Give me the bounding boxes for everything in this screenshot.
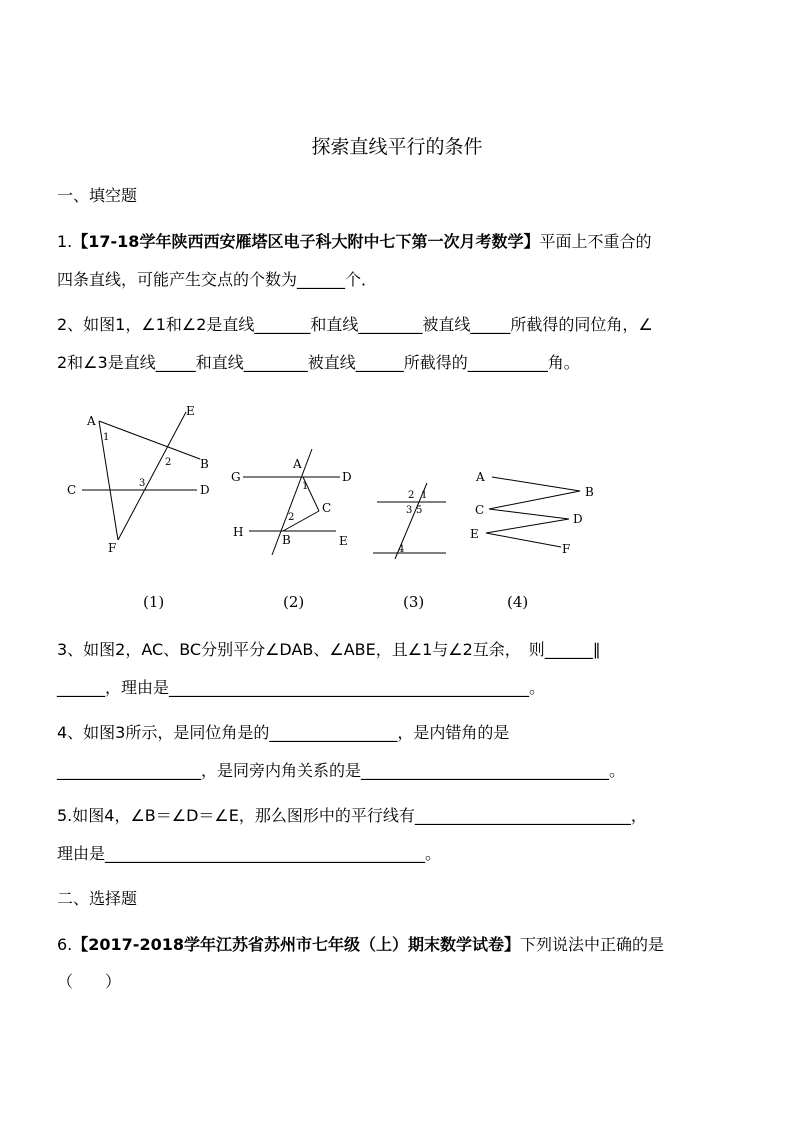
fig3-angle-1: 1: [421, 490, 428, 501]
question-1-text: 平面上不重合的: [539, 232, 652, 251]
question-5-line-1: 5.如图4，∠B＝∠D＝∠E，那么图形中的平行线有___________________________，: [57, 806, 647, 825]
fig1-angle-3: 3: [139, 478, 146, 489]
fig1-label-D: D: [200, 483, 210, 497]
fig4-label-E: E: [470, 527, 479, 541]
question-5-line-2: 理由是________________________________________。: [57, 844, 442, 863]
question-3-line-1: 3、如图2，AC、BC分别平分∠DAB、∠ABE，且∠1与∠2互余， 则______∥: [57, 640, 601, 659]
question-4-line-1: 4、如图3所示，是同位角是的________________，是内错角的是: [57, 723, 510, 742]
fig1-label-E: E: [186, 404, 195, 418]
figure-caption-2: (2): [283, 593, 305, 611]
fig4-label-D: D: [573, 512, 583, 526]
question-2-line-1: 2、如图1，∠1和∠2是直线_______和直线________被直线_____所截得的同位角，∠: [57, 315, 653, 334]
figure-caption-3: (3): [403, 593, 425, 611]
question-1-source: 【17-18学年陕西西安雁塔区电子科大附中七下第一次月考数学】: [72, 232, 540, 251]
question-4-line-2: __________________，是同旁内角关系的是_______________________________。: [57, 761, 626, 780]
fig1-angle-2: 2: [165, 457, 172, 468]
fig1-label-F: F: [108, 541, 117, 555]
fig2-label-C: C: [322, 501, 332, 515]
fig3-angle-3: 3: [406, 505, 413, 516]
fig4-label-F: F: [562, 542, 571, 556]
fig2-label-G: G: [231, 470, 241, 484]
geometry-figures: [0, 395, 794, 620]
fig1-label-B: B: [200, 457, 209, 471]
fig2-label-B: B: [282, 533, 291, 547]
question-6-number: 6.: [57, 935, 73, 954]
page-title: 探索直线平行的条件: [311, 136, 483, 158]
fig2-angle-2: 2: [288, 512, 295, 523]
fig2-label-A: A: [293, 457, 302, 471]
fig1-label-C: C: [67, 483, 77, 497]
question-6-line-1: [57, 935, 664, 955]
fig4-label-A: A: [476, 470, 485, 484]
question-1-number: 1.: [57, 232, 73, 251]
section-heading-fill-in: 一、填空题: [57, 186, 138, 205]
fig3-angle-5: 5: [416, 505, 423, 516]
question-3-line-2: ______，理由是_____________________________________________。: [57, 678, 546, 697]
fig2-label-H: H: [233, 525, 244, 539]
fig4-zigzag: [486, 477, 580, 547]
fig2-line-transversal: [272, 449, 312, 555]
fig4-label-C: C: [475, 503, 485, 517]
fig2-label-E: E: [339, 534, 348, 548]
fig1-line-FE: [118, 412, 186, 540]
fig1-label-A: A: [87, 414, 96, 428]
question-1-line-2: 四条直线，可能产生交点的个数为______个．: [57, 270, 378, 289]
question-1-line-1: [57, 232, 651, 252]
question-6-source: 【2017-2018学年江苏省苏州市七年级（上）期末数学试卷】: [72, 935, 520, 954]
fig3-angle-4: 4: [398, 544, 405, 555]
fig1-line-AB: [99, 421, 200, 459]
fig4-label-B: B: [585, 485, 594, 499]
figure-caption-1: (1): [143, 593, 165, 611]
question-6-answer-paren: （ ）: [57, 972, 122, 991]
fig3-angle-2: 2: [408, 490, 415, 501]
section-heading-multiple-choice: 二、选择题: [57, 889, 138, 908]
fig2-angle-1: 1: [302, 481, 309, 492]
fig2-label-D: D: [342, 470, 352, 484]
question-6-text: 下列说法中正确的是: [519, 935, 664, 954]
question-2-line-2: 2和∠3是直线_____和直线________被直线______所截得的__________角。: [57, 353, 580, 372]
fig1-angle-1: 1: [103, 432, 110, 443]
figure-caption-4: (4): [507, 593, 529, 611]
